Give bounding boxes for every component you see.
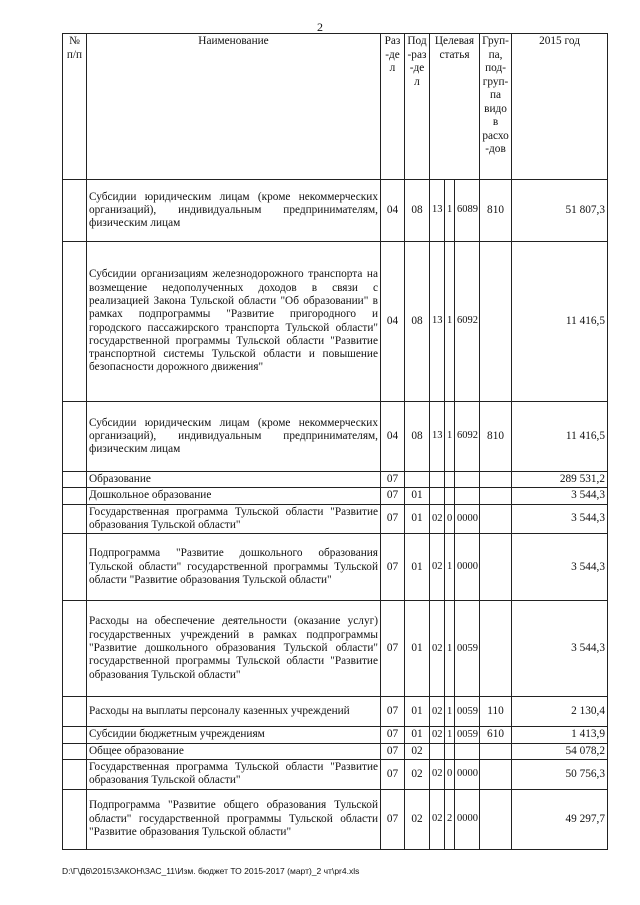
row-podrazdel: 08 (405, 180, 430, 242)
table-row (63, 743, 608, 759)
table-row (63, 534, 608, 601)
row-target-part1 (430, 743, 445, 759)
row-expense-group: 810 (480, 180, 512, 242)
row-target-part2: 1 (445, 697, 455, 727)
row-target-part2: 1 (445, 601, 455, 697)
header-year-2015: 2015 год (512, 34, 608, 180)
row-num (63, 180, 87, 242)
row-name: Субсидии бюджетным учреждениям (87, 727, 381, 743)
row-num (63, 727, 87, 743)
row-name: Субсидии организациям железнодорожного транспорта на возмещение недополученных доходов в связи с реализацией Закона Тульской области "Об образовании" в рамках подпрограммы "Развитие пригородного и городского пассажирского транспорта Тульской области" государственной программы Тульской области "Развитие транспортной системы Тульской области и повышение безопасности дорожного движения" (87, 242, 381, 402)
row-razdel: 04 (381, 242, 405, 402)
row-num (63, 472, 87, 488)
table-row (63, 727, 608, 743)
row-name: Субсидии юридическим лицам (кроме некоммерческих организаций), индивидуальным предпринимателям, физическим лицам (87, 180, 381, 242)
row-num (63, 743, 87, 759)
row-name: Расходы на обеспечение деятельности (оказание услуг) государственных учреждений в рамках подпрограммы "Развитие дошкольного образования Тульской области" государственной программы Тульской области "Развитие образования Тульской области" (87, 601, 381, 697)
row-amount-2015: 3 544,3 (512, 504, 608, 534)
row-expense-group: 810 (480, 402, 512, 472)
row-target-part1: 13 (430, 180, 445, 242)
row-num (63, 504, 87, 534)
row-amount-2015: 3 544,3 (512, 601, 608, 697)
row-target-part3: 0059 (455, 601, 480, 697)
row-expense-group (480, 759, 512, 789)
row-target-part2 (445, 488, 455, 504)
row-target-part3: 0059 (455, 727, 480, 743)
row-razdel: 07 (381, 534, 405, 601)
row-name: Общее образование (87, 743, 381, 759)
row-expense-group (480, 789, 512, 849)
row-amount-2015: 3 544,3 (512, 488, 608, 504)
header-name: Наименование (87, 34, 381, 180)
row-num (63, 402, 87, 472)
row-podrazdel: 08 (405, 402, 430, 472)
row-target-part3: 0000 (455, 789, 480, 849)
row-razdel: 07 (381, 504, 405, 534)
row-razdel: 07 (381, 727, 405, 743)
row-target-part3 (455, 472, 480, 488)
row-num (63, 759, 87, 789)
row-amount-2015: 54 078,2 (512, 743, 608, 759)
row-razdel: 07 (381, 472, 405, 488)
row-target-part2: 1 (445, 242, 455, 402)
row-target-part3 (455, 488, 480, 504)
row-expense-group: 610 (480, 727, 512, 743)
header-expense-group: Груп-па, под-груп-па видов расхо-дов (480, 34, 512, 180)
row-podrazdel: 01 (405, 504, 430, 534)
row-target-part3: 0059 (455, 697, 480, 727)
table-row (63, 180, 608, 242)
row-expense-group (480, 504, 512, 534)
row-razdel: 07 (381, 488, 405, 504)
row-target-part3 (455, 743, 480, 759)
file-path-footer: D:\Г\Д6\2015\ЗАКОН\ЗАС_11\Изм. бюджет ТО 2015-2017 (март)_2 чт\pr4.xls (62, 866, 360, 876)
row-expense-group (480, 743, 512, 759)
row-target-part3: 0000 (455, 534, 480, 601)
header-num: № п/п (63, 34, 87, 180)
row-num (63, 697, 87, 727)
row-amount-2015: 11 416,5 (512, 402, 608, 472)
row-amount-2015: 49 297,7 (512, 789, 608, 849)
row-target-part2: 1 (445, 727, 455, 743)
row-expense-group (480, 534, 512, 601)
row-amount-2015: 2 130,4 (512, 697, 608, 727)
budget-table (62, 33, 608, 850)
row-target-part2 (445, 743, 455, 759)
row-target-part2: 1 (445, 180, 455, 242)
table-row (63, 759, 608, 789)
row-name: Государственная программа Тульской области "Развитие образования Тульской области" (87, 759, 381, 789)
row-target-part2: 2 (445, 789, 455, 849)
row-razdel: 07 (381, 601, 405, 697)
row-podrazdel: 01 (405, 697, 430, 727)
row-num (63, 534, 87, 601)
row-target-part1 (430, 488, 445, 504)
row-name: Дошкольное образование (87, 488, 381, 504)
row-num (63, 601, 87, 697)
row-amount-2015: 289 531,2 (512, 472, 608, 488)
row-target-part2: 1 (445, 402, 455, 472)
row-target-part3: 6092 (455, 242, 480, 402)
row-expense-group (480, 488, 512, 504)
table-row (63, 472, 608, 488)
row-expense-group: 110 (480, 697, 512, 727)
row-amount-2015: 50 756,3 (512, 759, 608, 789)
row-name: Подпрограмма "Развитие дошкольного образования Тульской области" государственной программы Тульской области "Развитие образования Тульской области" (87, 534, 381, 601)
row-amount-2015: 3 544,3 (512, 534, 608, 601)
row-name: Субсидии юридическим лицам (кроме некоммерческих организаций), индивидуальным предпринимателям, физическим лицам (87, 402, 381, 472)
row-name: Образование (87, 472, 381, 488)
page-number: 2 (317, 20, 323, 34)
row-expense-group (480, 472, 512, 488)
row-podrazdel: 08 (405, 242, 430, 402)
row-podrazdel: 01 (405, 488, 430, 504)
row-podrazdel: 01 (405, 727, 430, 743)
row-target-part3: 6089 (455, 180, 480, 242)
row-expense-group (480, 242, 512, 402)
row-target-part1: 02 (430, 727, 445, 743)
table-row (63, 402, 608, 472)
row-target-part3: 0000 (455, 504, 480, 534)
table-row (63, 488, 608, 504)
row-podrazdel: 02 (405, 789, 430, 849)
row-target-part2: 0 (445, 759, 455, 789)
row-expense-group (480, 601, 512, 697)
row-num (63, 242, 87, 402)
row-target-part1 (430, 472, 445, 488)
row-num (63, 789, 87, 849)
row-target-part1: 02 (430, 697, 445, 727)
row-target-part3: 6092 (455, 402, 480, 472)
table-row (63, 242, 608, 402)
row-target-part3: 0000 (455, 759, 480, 789)
row-razdel: 04 (381, 180, 405, 242)
header-razdel: Раз-дел (381, 34, 405, 180)
row-name: Государственная программа Тульской области "Развитие образования Тульской области" (87, 504, 381, 534)
row-target-part1: 13 (430, 242, 445, 402)
row-target-part1: 13 (430, 402, 445, 472)
row-name: Подпрограмма "Развитие общего образования Тульской области" государственной программы Тульской области "Развитие образования Тульской области" (87, 789, 381, 849)
row-target-part1: 02 (430, 534, 445, 601)
row-target-part1: 02 (430, 759, 445, 789)
row-amount-2015: 11 416,5 (512, 242, 608, 402)
table-row (63, 601, 608, 697)
table-row (63, 504, 608, 534)
header-podrazdel: Под-раз-дел (405, 34, 430, 180)
header-target-article: Целевая статья (430, 34, 480, 180)
row-podrazdel: 02 (405, 743, 430, 759)
row-target-part2 (445, 472, 455, 488)
row-amount-2015: 1 413,9 (512, 727, 608, 743)
row-razdel: 07 (381, 697, 405, 727)
row-num (63, 488, 87, 504)
table-header-row (63, 34, 608, 180)
row-target-part1: 02 (430, 504, 445, 534)
row-amount-2015: 51 807,3 (512, 180, 608, 242)
row-name: Расходы на выплаты персоналу казенных учреждений (87, 697, 381, 727)
row-razdel: 07 (381, 743, 405, 759)
row-podrazdel (405, 472, 430, 488)
table-row (63, 789, 608, 849)
row-podrazdel: 01 (405, 601, 430, 697)
row-target-part1: 02 (430, 789, 445, 849)
row-podrazdel: 02 (405, 759, 430, 789)
table-row (63, 697, 608, 727)
row-razdel: 07 (381, 759, 405, 789)
row-razdel: 07 (381, 789, 405, 849)
row-podrazdel: 01 (405, 534, 430, 601)
row-target-part1: 02 (430, 601, 445, 697)
row-razdel: 04 (381, 402, 405, 472)
row-target-part2: 1 (445, 534, 455, 601)
row-target-part2: 0 (445, 504, 455, 534)
